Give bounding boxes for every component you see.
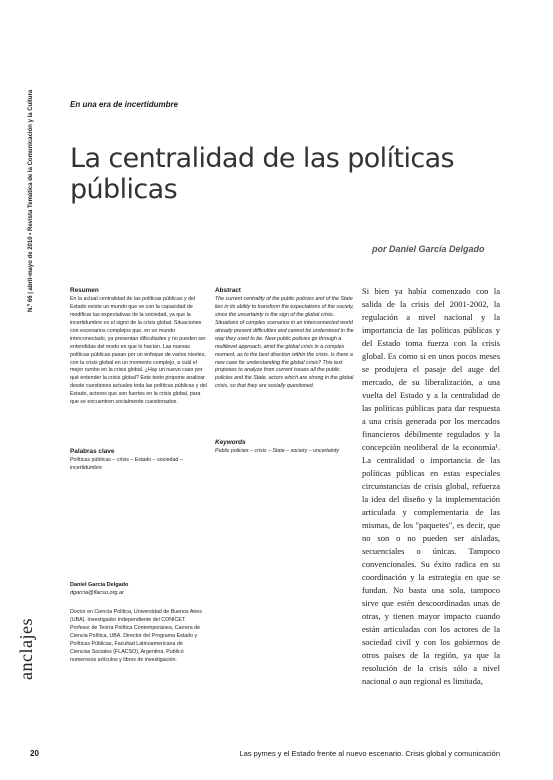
abstract-text: The current centrality of the public policies and of the State lies in its ability to transform the expectations of the society, since the uncertainty is the sign of the global crisis. Situations of complex scenarios in an interconnected world already present difficulties and cannot be understood in the way they used to be. New public policies go through a multilevel approach, amid the global crisis in a complex moment, as to the best direction within the crisis. Is there a new case for understanding the global crisis? This text proposes to analyze from current issues all the public policies and the State, actors which are strong in the global crisis, so that they are socially questioned. xyxy=(215,296,354,390)
author-byline: por Daniel García Delgado xyxy=(372,244,485,254)
palabras-clave-heading: Palabras clave xyxy=(70,448,115,455)
page-number: 20 xyxy=(30,749,39,758)
bio-author-name: Daniel García Delgado xyxy=(70,582,129,588)
side-running-title: N.º 66 | abril-mayo de 2010 • Revista Temática de la Comunicación y la Cultura xyxy=(28,89,34,312)
main-body-text: Si bien ya había comenzado con la salida de la crisis del 2001-2002, la regulación a nivel nacional y la importancia de las políticas públicas y del Estado toma fuerza con la crisis global. Es como si en unos pocos meses se produjera el pasaje del auge del mercado, de su liberalización, a una vuelta del Estado y a la centralidad de las políticas públicas para dar respuesta a una crisis generada por los mercados financieros débilmente regulados y la concepción neoliberal de la economía¹. La centralidad o importancia de las políticas públicas en estas especiales circunstancias de crisis global, refuerza la idea del diseño y la implementación articulada y complementaria de las mismas, de los "paquetes", es decir, que no son o no pueden ser aisladas, secuenciales o únicas. Tampoco convencionales. Su éxito radica en su coordinación y la estrategia en que se fundan. No basta una sola, tampoco sirve que estén descoordinadas unas de otras, y tienen mayor impacto cuando están articuladas con los actores de la sociedad civil y con los gobiernos de otros países de la región, ya que la resolución de la crisis sólo a nivel nacional o aun regional es limitada, xyxy=(362,286,500,686)
keywords-heading: Keywords xyxy=(215,439,246,446)
abstract-heading: Abstract xyxy=(215,287,241,294)
resumen-text: En la actual centralidad de las políticas públicas y del Estado existe un mundo que ve con la capacidad de modificar las expectativas de la sociedad, ya que la incertidumbre es el signo de la crisis global. Situaciones con escenarios complejos que, en un mundo interconectado, ya presentan dificultades y no pueden ser entendidas del modo en que lo hacían. Las nuevas políticas públicas pasan por un enfoque de varios niveles, con la crisis global en un momento complejo, a cuál el mejor rumbo en la crisis global. ¿Hay un nuevo caso por qué entender la crisis global? Este texto propone analizar desde cuestiones actuales toda las políticas públicas y del Estado, actores que son fuertes en la crisis global, para que se encuentren socialmente cuestionados. xyxy=(70,296,207,406)
page-title: La centralidad de las políticas públicas xyxy=(70,143,455,205)
resumen-heading: Resumen xyxy=(70,287,99,294)
palabras-clave-text: Políticas públicas – crisis – Estado – sociedad – incertidumbre xyxy=(70,457,183,471)
bio-author-email[interactable]: dgarcia@flacso.org.ar xyxy=(70,590,124,596)
section-label: En una era de incertidumbre xyxy=(70,100,179,109)
bio-text: Doctor en Ciencia Política, Universidad de Buenos Aires (UBA). Investigador Independiente del CONICET. Profesor de Teoría Política Contemporánea, Carrera de Ciencia Política, UBA. Director del Programa Estado y Políticas Públicas, Facultad Latinoamericana de Ciencias Sociales (FLACSO), Argentina. Publicó numerosos artículos y libros de investigación. xyxy=(70,609,202,663)
side-brand: anclajes xyxy=(16,618,36,680)
keywords-text: Public policies – crisis – State – society – uncertainty xyxy=(215,448,339,454)
footer-running-title: Las pymes y el Estado frente al nuevo escenario. Crisis global y comunicación xyxy=(239,749,500,758)
